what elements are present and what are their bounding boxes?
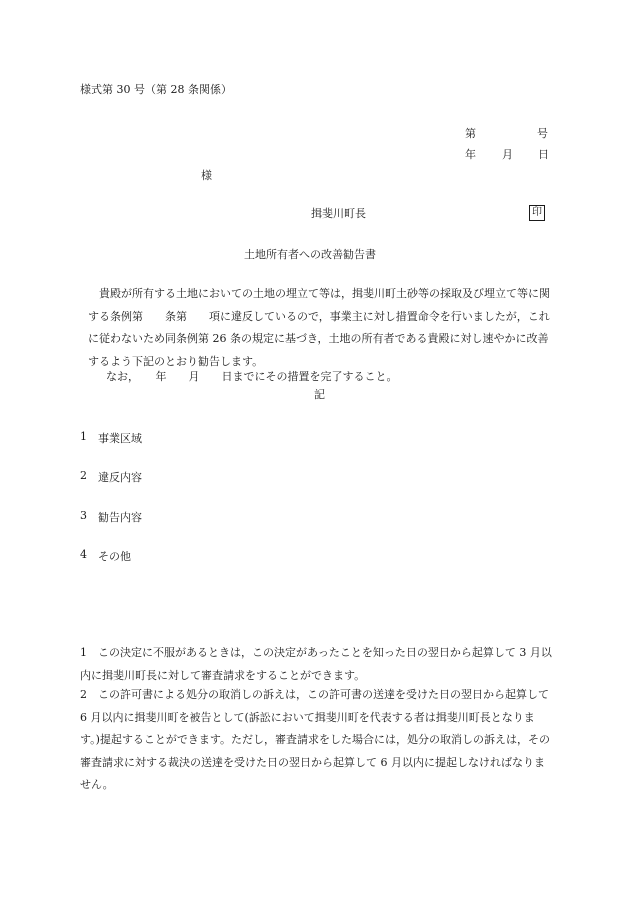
document-title: 土地所有者への改善勧告書 [244, 248, 376, 261]
deadline-line: なお， 年 月 日までにその措置を完了すること。 [106, 370, 398, 383]
body-paragraph: 貴殿が所有する土地においての土地の埋立て等は，揖斐川町土砂等の採取及び埋立て等に関する条例第 条第 項に違反しているので，事業主に対し措置命令を行いましたが，これに従わないため同条例第 26 条の規定に基づき，土地の所有者である貴殿に対し速やかに改善するよう下記のとおり勧告します。 [88, 287, 550, 368]
addressee-suffix: 様 [201, 169, 212, 182]
item-label: その他 [98, 550, 131, 563]
form-number: 様式第 30 号（第 28 条関係） [80, 83, 232, 96]
ki-heading: 記 [314, 388, 325, 401]
item-label: 違反内容 [98, 471, 142, 484]
note-2: 2 この許可書による処分の取消しの訴えは，この許可書の送達を受けた日の翌日から起算して 6 月以内に揖斐川町を被告として(訴訟において揖斐川町を代表する者は揖斐川町長となります。)提起することができます。ただし，審査請求をした場合には，処分の取消しの訴えは，その審査請求に対する裁決の送達を受けた日の翌日から起算して 6 月以内に提起しなければなりません。 [80, 688, 551, 792]
item-number: 3 [80, 509, 87, 522]
item-number: 1 [80, 430, 87, 443]
item-label: 勧告内容 [98, 511, 142, 524]
item-number: 4 [80, 548, 87, 561]
issuer-name: 揖斐川町長 [311, 207, 366, 220]
item-number: 2 [80, 469, 87, 482]
seal-stamp: 印 [529, 205, 545, 221]
document-number-dai: 第 [465, 127, 476, 140]
item-label: 事業区域 [98, 432, 142, 445]
date-year: 年 [465, 148, 476, 161]
date-day: 日 [538, 148, 549, 161]
document-number-go: 号 [537, 127, 548, 140]
date-month: 月 [502, 148, 513, 161]
note-1: 1 この決定に不服があるときは，この決定があったことを知った日の翌日から起算して 3 月以内に揖斐川町長に対して審査請求をすることができます。 [80, 646, 552, 682]
